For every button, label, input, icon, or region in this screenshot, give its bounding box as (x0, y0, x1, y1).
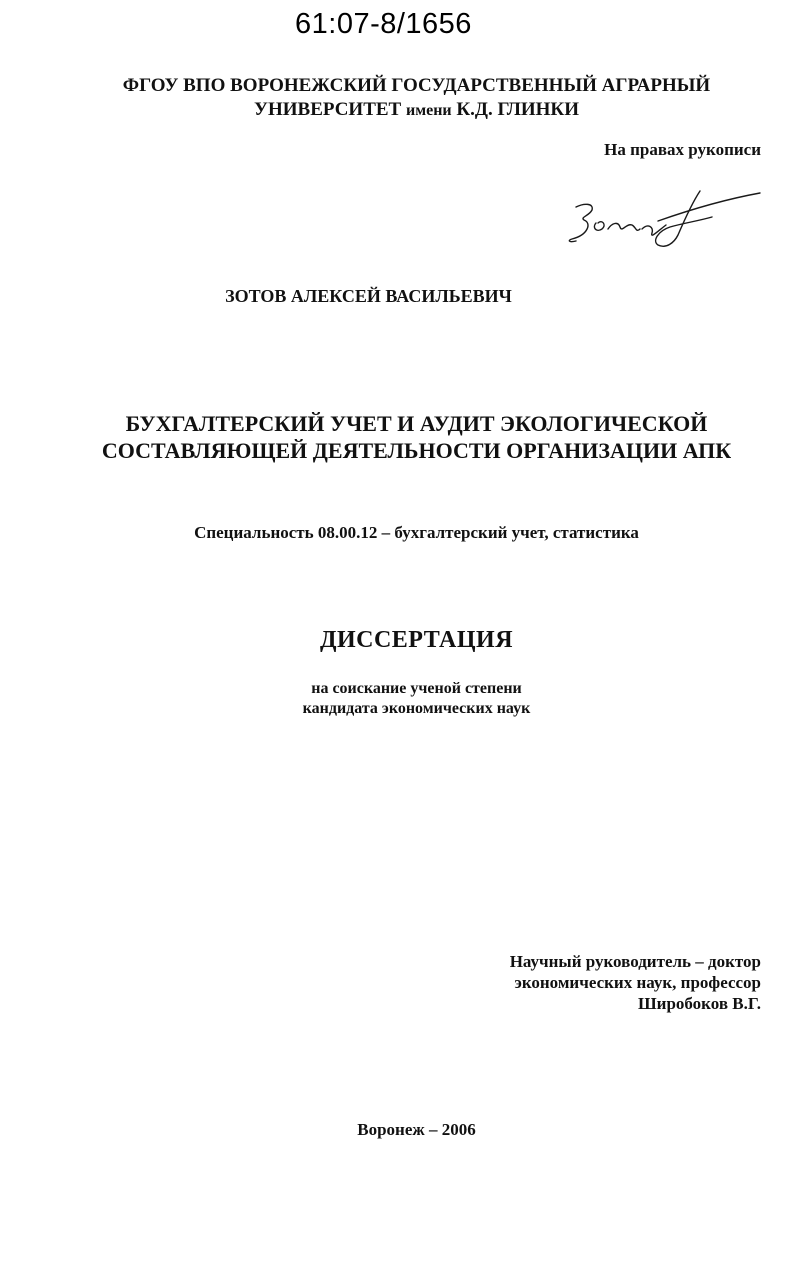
degree-line-2: кандидата экономических наук (302, 700, 531, 717)
manuscript-rights-note: На правах рукописи (604, 140, 761, 159)
city-and-year: Воронеж – 2006 (357, 1120, 476, 1139)
degree-line-1: на соискание ученой степени (311, 680, 522, 697)
author-signature (562, 183, 762, 258)
signature-stroke-2 (594, 222, 604, 231)
signature-stroke-3 (608, 223, 640, 230)
institution-line-1: ФГОУ ВПО ВОРОНЕЖСКИЙ ГОСУДАРСТВЕННЫЙ АГРАРНЫЙ (122, 75, 711, 96)
institution-line-2-part-2: имени (405, 102, 452, 119)
institution-line-2-part-3: К.Д. ГЛИНКИ (451, 99, 579, 120)
document-type-heading: ДИССЕРТАЦИЯ (319, 627, 514, 653)
title-line-2: СОСТАВЛЯЮЩЕЙ ДЕЯТЕЛЬНОСТИ ОРГАНИЗАЦИИ АПК (101, 438, 732, 463)
author-name: ЗОТОВ АЛЕКСЕЙ ВАСИЛЬЕВИЧ (225, 286, 512, 306)
catalog-number: 61:07-8/1656 (295, 8, 472, 40)
degree-description (18, 679, 797, 719)
title-line-1: БУХГАЛТЕРСКИЙ УЧЕТ И АУДИТ ЭКОЛОГИЧЕСКОЙ (125, 411, 708, 436)
signature-stroke-1 (569, 204, 592, 241)
scientific-supervisor (510, 951, 761, 1014)
supervisor-line-3: Широбоков В.Г. (637, 994, 761, 1013)
dissertation-title (18, 410, 797, 464)
supervisor-line-2: экономических наук, профессор (514, 973, 761, 992)
signature-stroke-6 (658, 193, 760, 221)
specialty-line: Специальность 08.00.12 – бухгалтерский учет, статистика (194, 523, 639, 542)
institution-line-2 (18, 98, 797, 123)
institution-name (18, 74, 797, 123)
institution-line-2-part-1: УНИВЕРСИТЕТ (254, 99, 406, 120)
supervisor-line-1: Научный руководитель – доктор (509, 952, 761, 971)
